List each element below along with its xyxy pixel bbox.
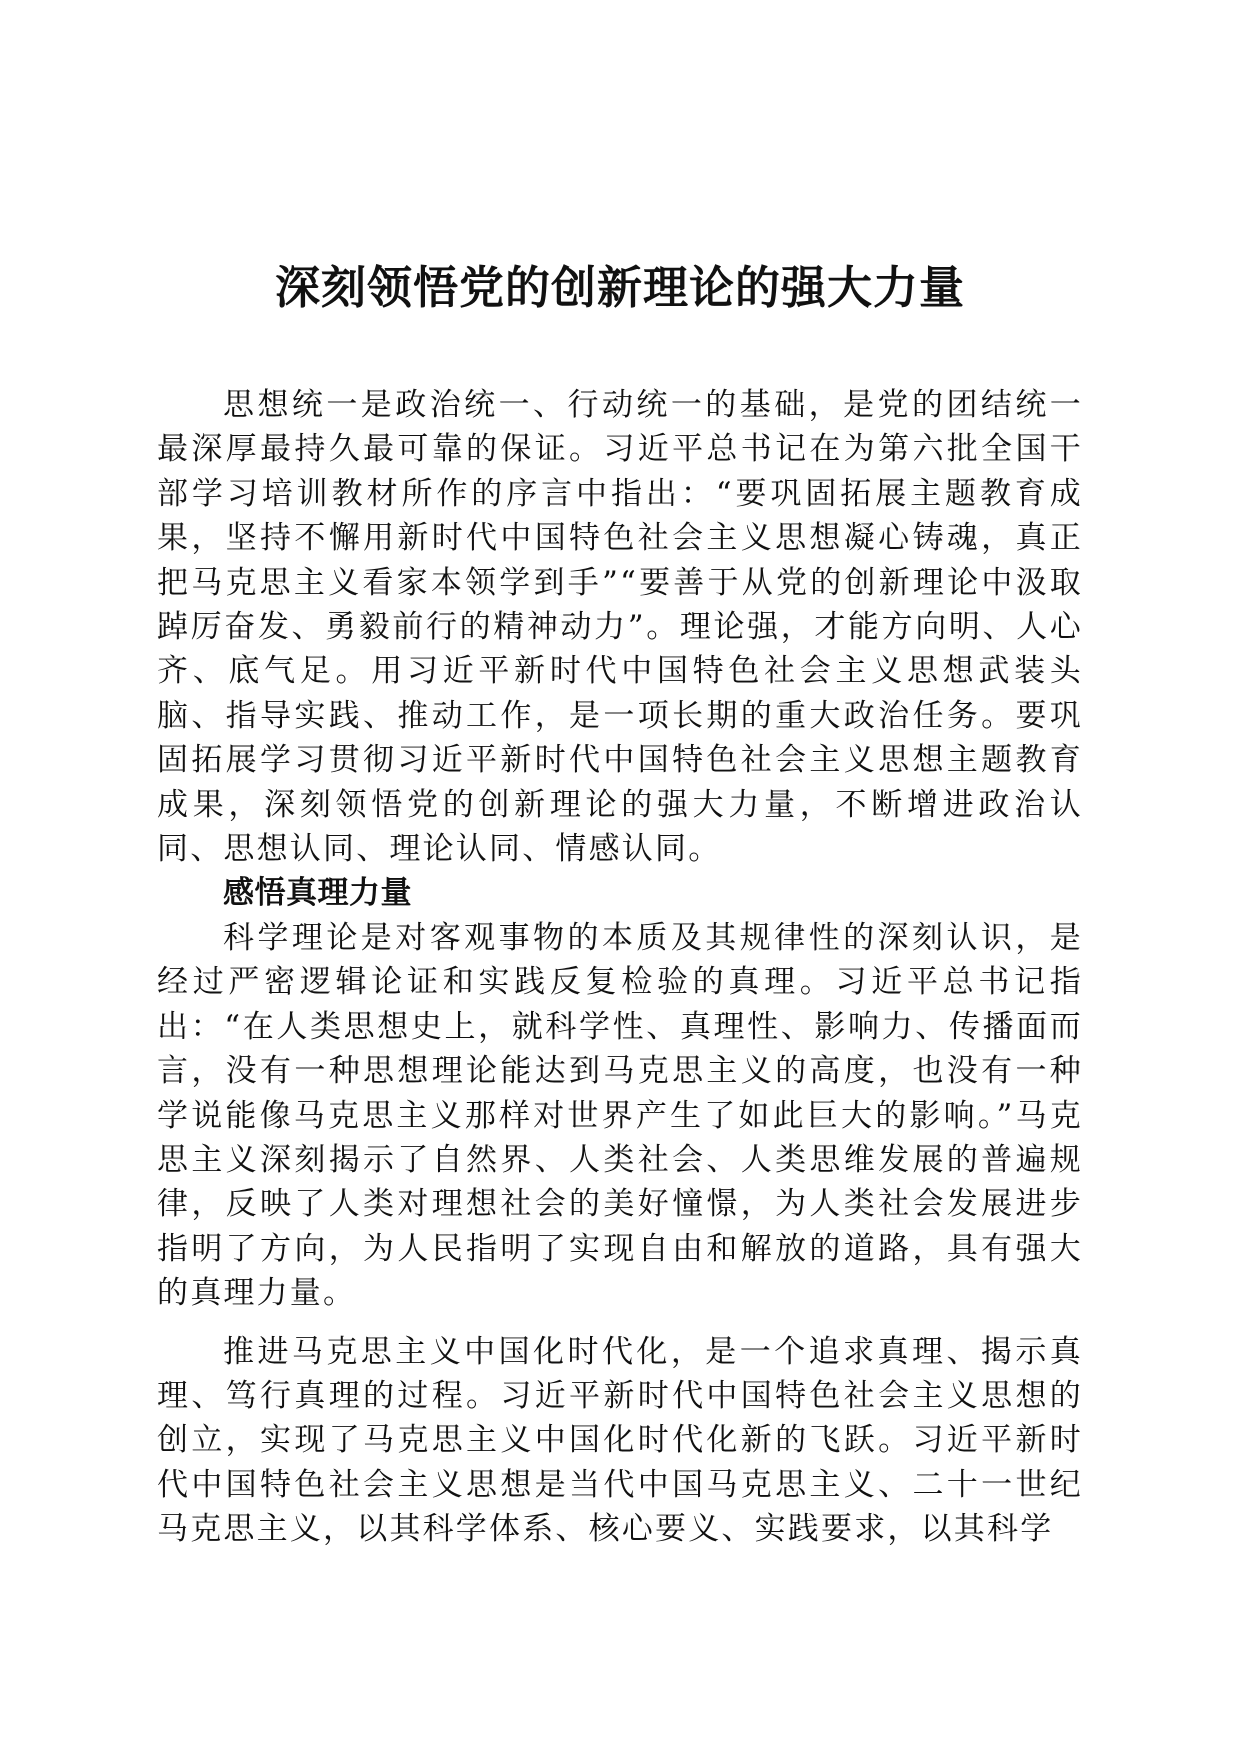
paragraph-truth: 科学理论是对客观事物的本质及其规律性的深刻认识，是经过严密逻辑论证和实践反复检验的真理。习近平总书记指出：“在人类思想史上，就科学性、真理性、影响力、传播面而言，没有一种思想理论能达到马克思主义的高度，也没有一种学说能像马克思主义那样对世界产生了如此巨大的影响。”马克思主义深刻揭示了自然界、人类社会、人类思维发展的普遍规律，反映了人类对理想社会的美好憧憬，为人类社会发展进步指明了方向，为人民指明了实现自由和解放的道路，具有强大的真理力量。 <box>157 919 1083 1312</box>
paragraph-spacer <box>157 1316 1083 1330</box>
page-title: 深刻领悟党的创新理论的强大力量 <box>274 261 965 314</box>
paragraph-sinicization: 推进马克思主义中国化时代化，是一个追求真理、揭示真理、笃行真理的过程。习近平新时代中国特色社会主义思想的创立，实现了马克思主义中国化时代化新的飞跃。习近平新时代中国特色社会主义思想是当代中国马克思主义、二十一世纪马克思主义，以其科学体系、核心要义、实践要求，以其科学 <box>157 1333 1083 1548</box>
document-body <box>157 383 1083 1552</box>
paragraph-intro: 思想统一是政治统一、行动统一的基础，是党的团结统一最深厚最持久最可靠的保证。习近平总书记在为第六批全国干部学习培训教材所作的序言中指出：“要巩固拓展主题教育成果，坚持不懈用新时代中国特色社会主义思想凝心铸魂，真正把马克思主义看家本领学到手”“要善于从党的创新理论中汲取踔厉奋发、勇毅前行的精神动力”。理论强，才能方向明、人心齐、底气足。用习近平新时代中国特色社会主义思想武装头脑、指导实践、推动工作，是一项长期的重大政治任务。要巩固拓展学习贯彻习近平新时代中国特色社会主义思想主题教育成果，深刻领悟党的创新理论的强大力量，不断增进政治认同、思想认同、理论认同、情感认同。 <box>157 387 1083 868</box>
section-heading: 感悟真理力量 <box>223 875 412 912</box>
